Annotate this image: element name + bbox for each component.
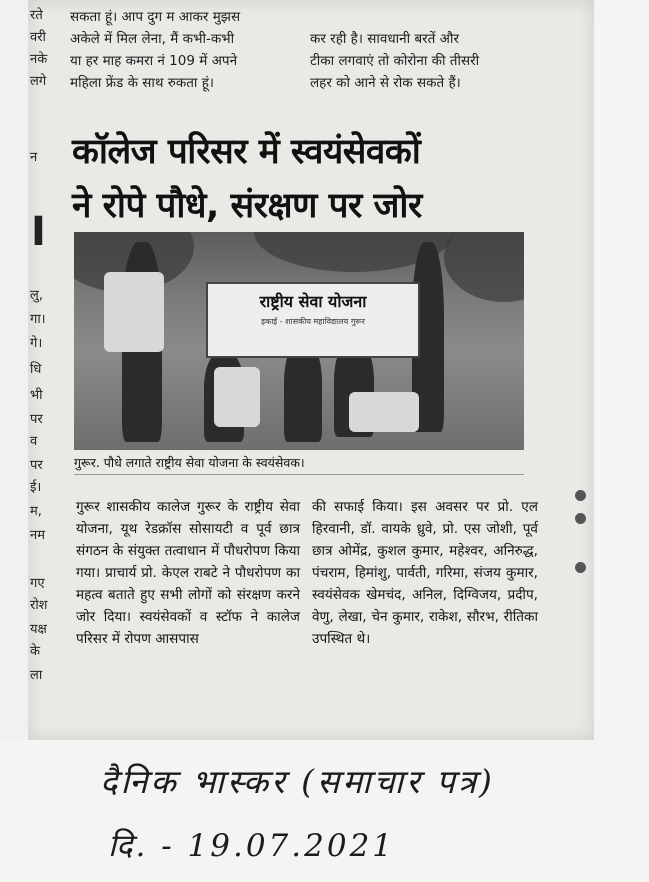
article-column-1: गुरूर शासकीय कालेज गुरूर के राष्ट्रीय सेवा योजना, यूथ रेडक्रॉस सोसायटी व पूर्व छात्र संगठन के संयुक्त तत्वाधान में पौधरोपण किया गया। प्राचार्य प्रो. केएल राबटे ने पौधरोपण का महत्व बताते हुए सभी लोगों को संरक्षण करने जोर दिया। स्वयंसेवकों व स्टॉफ ने कालेज परिसर में रोपण आसपास (76, 499, 300, 647)
banner-subtitle: इकाई - शासकीय महाविद्यालय गुरूर (261, 317, 365, 326)
punch-hole (575, 490, 586, 501)
gutter-word: के (30, 644, 40, 659)
headline-line-1: कॉलेज परिसर में स्वयंसेवकों (72, 132, 421, 172)
handwritten-source: दैनिक भास्कर (समाचार पत्र) (100, 762, 495, 801)
photo-caption: गुरूर. पौधे लगाते राष्ट्रीय सेवा योजना के स्वयंसेवक। (74, 452, 524, 475)
news-photo (74, 232, 524, 450)
gutter-word: गे। (30, 336, 43, 351)
gutter-word: न (30, 150, 38, 165)
previous-article-fragment-left: सकता हूं। आप दुग म आकर मुझस अकेले में मिल लेना, मैं कभी-कभी या हर माह कमरा नं 109 में अपने महिला फ्रेंड के साथ रुकता हूं। (70, 9, 241, 91)
gutter-word: गए (30, 576, 45, 591)
gutter-word: पर (30, 458, 43, 473)
punch-hole (575, 562, 586, 573)
handwritten-date: दि. - 19.07.2021 (108, 828, 396, 864)
nss-banner (206, 282, 420, 358)
gutter-word: ई। (30, 480, 42, 495)
headline-line-2: ने रोपे पौधे, संरक्षण पर जोर (72, 186, 422, 226)
gutter-word: नके (30, 52, 48, 67)
gutter-word: म, (30, 504, 42, 519)
left-margin (0, 0, 28, 740)
gutter-word: रते (30, 8, 43, 23)
gutter-word: गा। (30, 312, 46, 327)
gutter-word: लगे (30, 74, 47, 89)
gutter-word: नम (30, 528, 45, 543)
gutter-word: व (30, 434, 38, 449)
gutter-word: धि (30, 362, 42, 377)
gutter-word: ला (30, 668, 43, 683)
gutter-word: I (31, 209, 46, 255)
punch-hole (575, 513, 586, 524)
article-column-2: की सफाई किया। इस अवसर पर प्रो. एल हिरवानी, डॉ. वायके ध्रुवे, प्रो. एस जोशी, पूर्व छात्र ओमेंद्र, कुशल कुमार, महेश्वर, अनिरुद्ध, पंचराम, हिमांशु, पार्वती, गरिमा, संजय कुमार, स्वयंसेवक खेमचंद, अनिल, दिग्विजय, प्रदीप, वेणु, लेखा, चेन कुमार, राकेश, सौरभ, रीतिका उपस्थित थे। (312, 499, 538, 647)
gutter-word: रोश (30, 598, 48, 613)
previous-article-fragment-right: कर रही है। सावधानी बरतें और टीका लगवाएं तो कोरोना की तीसरी लहर को आने से रोक सकते हैं। (310, 31, 480, 91)
gutter-word: यक्ष (30, 622, 47, 637)
gutter-word: वरी (30, 30, 46, 45)
banner-title: राष्ट्रीय सेवा योजना (259, 292, 367, 311)
gutter-word: भी (30, 388, 43, 403)
gutter-word: लु, (30, 288, 43, 303)
gutter-word: पर (30, 412, 43, 427)
